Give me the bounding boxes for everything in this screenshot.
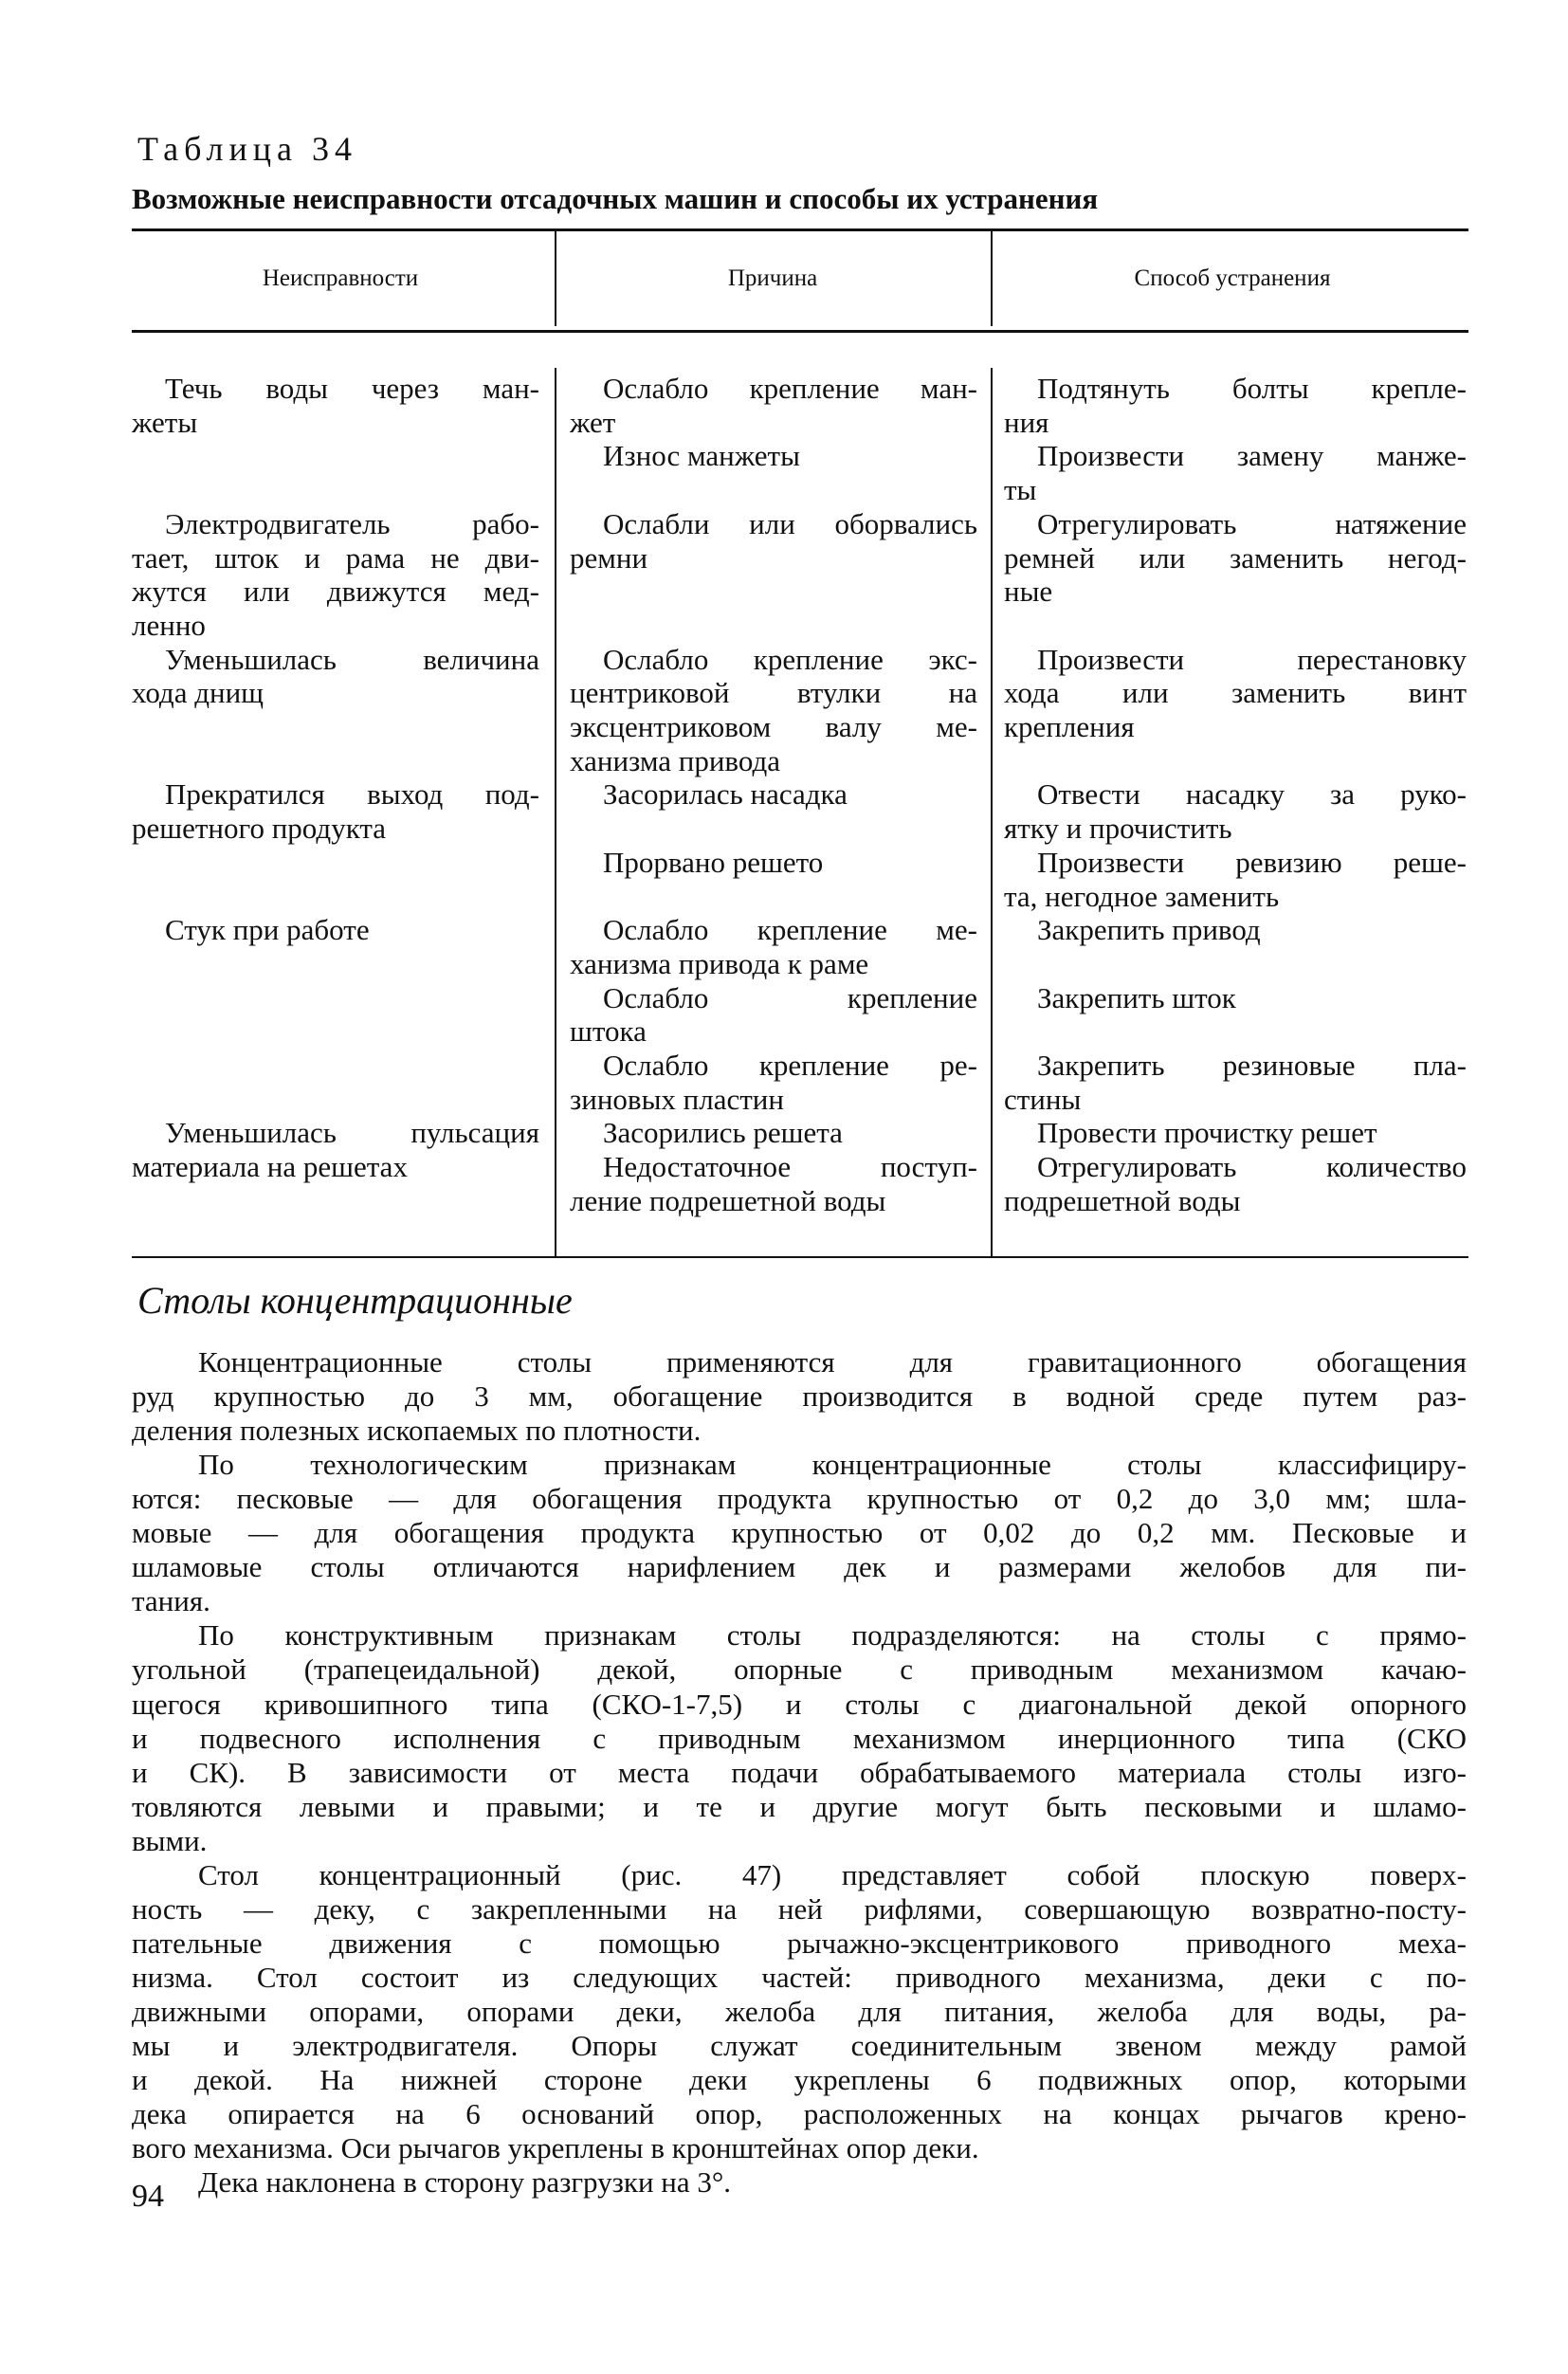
cause-cell-line: жет [570, 405, 616, 439]
cause-cell-line: Недостаточное поступ- [603, 1150, 977, 1184]
page-number: 94 [132, 2179, 164, 2214]
cause-cell-line: эксцентриковом валу ме- [570, 710, 977, 743]
remedy-cell-line: хода или заменить винт [1004, 676, 1467, 710]
paragraph-line: Дека наклонена в сторону разгрузки на 3°. [198, 2165, 732, 2200]
table-top-rule [132, 228, 1468, 231]
header-fault: Неисправности [262, 265, 419, 291]
remedy-cell-line: Закрепить привод [1037, 913, 1261, 947]
paragraph-line: ются: песковые — для обогащения продукта крупностью от 0,2 до 3,0 мм; шла- [132, 1482, 1467, 1516]
fault-cell-line: Уменьшилась пульсация [165, 1116, 539, 1150]
remedy-cell-line: Отрегулировать натяжение [1037, 506, 1467, 540]
fault-cell-line: хода днищ [132, 676, 264, 710]
remedy-cell-line: та, негодное заменить [1004, 879, 1280, 913]
paragraph-line: ность — деку, с закрепленными на ней рифлями, совершающую возвратно-посту- [132, 1891, 1467, 1926]
paragraph-line: мовые — для обогащения продукта крупностью от 0,02 до 0,2 мм. Песковые и [132, 1516, 1467, 1550]
paragraph-line: тания. [132, 1584, 210, 1618]
table-header-rule [132, 330, 1468, 333]
remedy-cell-line: Произвести перестановку [1037, 642, 1467, 676]
remedy-cell-line: Отвести насадку за руко- [1037, 777, 1467, 812]
fault-cell-line: Течь воды через ман- [165, 372, 539, 405]
fault-cell-line: Электродвигатель рабо- [165, 506, 539, 540]
paragraph-line: руд крупностью до 3 мм, обогащение производится в водной среде путем раз- [132, 1379, 1467, 1414]
fault-cell-line: тает, шток и рама не дви- [132, 540, 539, 575]
paragraph-line: движными опорами, опорами деки, желоба для питания, желоба для воды, ра- [132, 1994, 1467, 2028]
cause-cell-line: центриковой втулки на [570, 676, 977, 710]
cause-cell-line: Ослабло крепление ме- [603, 913, 977, 947]
remedy-cell-line: крепления [1004, 710, 1135, 743]
cause-cell-line: Засорились решета [603, 1116, 843, 1150]
table-label: Таблица 34 [137, 130, 357, 168]
remedy-cell-line: Закрепить шток [1037, 980, 1236, 1014]
paragraph-line: пательные движения с помощью рычажно-эксцентрикового приводного меха- [132, 1926, 1467, 1960]
paragraph-line: низма. Стол состоит из следующих частей: приводного механизма, деки с по- [132, 1960, 1467, 1994]
paragraph-line: и СК). В зависимости от места подачи обрабатываемого материала столы изго- [132, 1755, 1467, 1789]
fault-cell-line: ленно [132, 608, 206, 642]
cause-cell-line: ремни [570, 540, 648, 575]
remedy-cell-line: Провести прочистку решет [1037, 1116, 1377, 1150]
fault-cell-line: жутся или движутся мед- [132, 575, 539, 609]
fault-cell-line: решетного продукта [132, 812, 387, 846]
paragraph-line: По конструктивным признакам столы подразделяются: на столы с прямо- [198, 1618, 1467, 1653]
cause-cell-line: ление подрешетной воды [570, 1183, 886, 1217]
paragraph-line: Стол концентрационный (рис. 47) представляет собой плоскую поверх- [198, 1857, 1467, 1891]
header-cause: Причина [727, 265, 818, 291]
remedy-cell-line: ты [1004, 473, 1037, 507]
remedy-cell-line: подрешетной воды [1004, 1183, 1241, 1217]
paragraph-line: и декой. На нижней стороне деки укреплены 6 подвижных опор, которыми [132, 2063, 1467, 2097]
column-divider [555, 231, 556, 326]
paragraph-line: угольной (трапецеидальной) декой, опорные с приводным механизмом качаю- [132, 1653, 1467, 1687]
column-divider [555, 368, 556, 1256]
remedy-cell-line: ремней или заменить негод- [1004, 540, 1467, 575]
paragraph-line: вого механизма. Оси рычагов укреплены в кронштейнах опор деки. [132, 2131, 979, 2165]
remedy-cell-line: ятку и прочистить [1004, 812, 1232, 846]
cause-cell-line: Ослабло крепление ман- [603, 372, 977, 405]
paragraph-line: товляются левыми и правыми; и те и другие могут быть песковыми и шламо- [132, 1789, 1467, 1823]
cause-cell-line: ханизма привода [570, 743, 780, 777]
paragraph-line: По технологическим признакам концентрационные столы классифициру- [198, 1448, 1467, 1482]
remedy-cell-line: ные [1004, 575, 1053, 609]
cause-cell-line: ханизма привода к раме [570, 946, 869, 980]
cause-cell-line: Ослабли или оборвались [603, 506, 977, 540]
cause-cell-line: Прорвано решето [603, 845, 824, 879]
paragraph-line: мы и электродвигателя. Опоры служат соединительным звеном между рамой [132, 2029, 1467, 2062]
cause-cell-line: штока [570, 1014, 647, 1049]
fault-cell-line: жеты [132, 405, 198, 439]
fault-cell-line: материала на решетах [132, 1150, 408, 1184]
remedy-cell-line: Отрегулировать количество [1037, 1150, 1467, 1184]
table-title: Возможные неисправности отсадочных машин и способы их устранения [132, 182, 1099, 215]
remedy-cell-line: стины [1004, 1082, 1082, 1116]
header-remedy: Способ устранения [1134, 265, 1331, 291]
fault-cell-line: Прекратился выход под- [165, 777, 539, 812]
table-bottom-rule [132, 1256, 1468, 1258]
paragraph-line: шламовые столы отличаются нарифлением дек и размерами желобов для пи- [132, 1550, 1467, 1584]
column-divider [991, 231, 993, 326]
fault-cell-line: Уменьшилась величина [165, 642, 539, 676]
cause-cell-line: Ослабло крепление экс- [603, 642, 977, 676]
paragraph-line: деления полезных ископаемых по плотности. [132, 1414, 702, 1448]
remedy-cell-line: Произвести замену манже- [1037, 439, 1467, 473]
paragraph-line: Концентрационные столы применяются для гравитационного обогащения [198, 1345, 1467, 1379]
paragraph-line: и подвесного исполнения с приводным механизмом инерционного типа (СКО [132, 1721, 1467, 1755]
fault-cell-line: Стук при работе [165, 913, 370, 947]
section-heading: Столы концентрационные [137, 1279, 573, 1322]
remedy-cell-line: Произвести ревизию реше- [1037, 845, 1467, 879]
paragraph-line: выми. [132, 1823, 208, 1857]
cause-cell-line: Износ манжеты [603, 439, 800, 473]
column-divider [991, 368, 993, 1256]
remedy-cell-line: Закрепить резиновые пла- [1037, 1049, 1467, 1082]
paragraph-line: дека опирается на 6 оснований опор, расположенных на концах рычагов крено- [132, 2097, 1467, 2131]
cause-cell-line: Засорилась насадка [603, 777, 848, 812]
remedy-cell-line: Подтянуть болты крепле- [1037, 372, 1467, 405]
paragraph-line: щегося кривошипного типа (СКО-1-7,5) и столы с диагональной декой опорного [132, 1687, 1467, 1721]
cause-cell-line: Ослабло крепление ре- [603, 1049, 977, 1082]
cause-cell-line: Ослабло крепление [603, 980, 977, 1014]
cause-cell-line: зиновых пластин [570, 1082, 784, 1116]
remedy-cell-line: ния [1004, 405, 1049, 439]
